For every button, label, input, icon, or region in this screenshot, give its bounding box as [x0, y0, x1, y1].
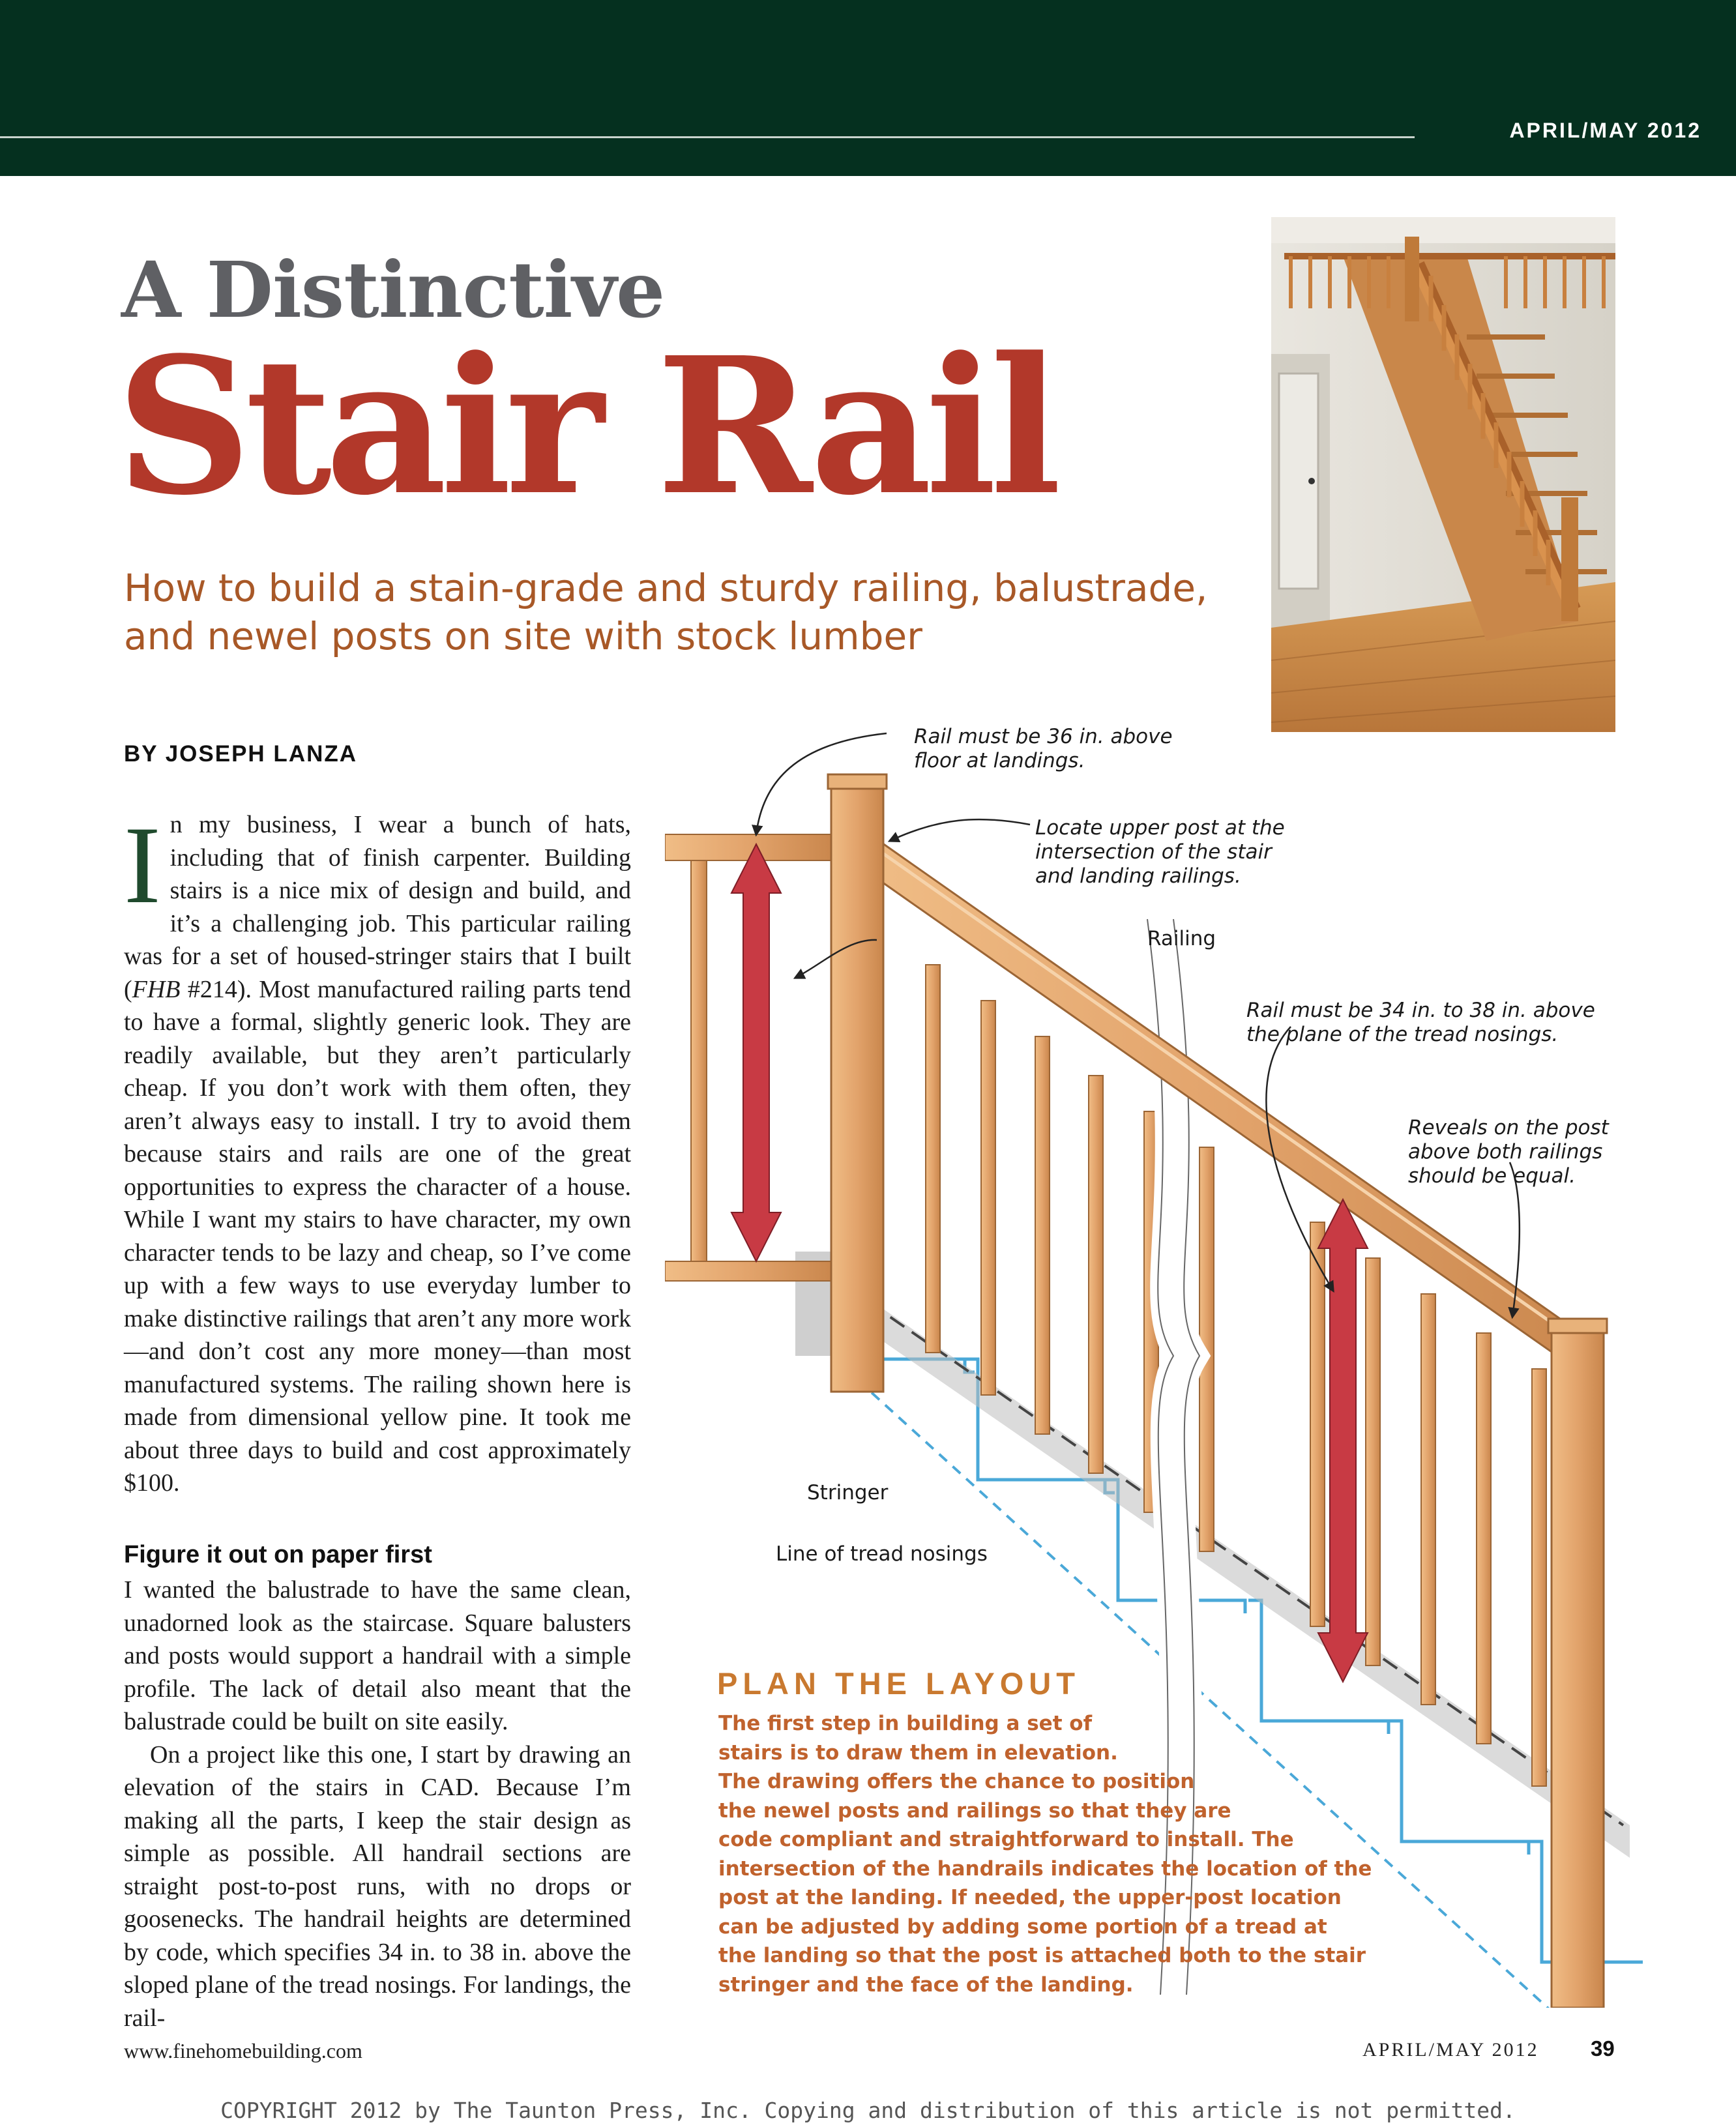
paragraph-3: On a project like this one, I start by drawing an elevation of the stairs in CAD. Because I’m making all the parts, I keep the stair design as simple as possible. All handrail sections are straight post-to-post runs, with no drops or goosenecks. The handrail heights are determined by code, which specifies 34 in. to 38 in. above the sloped plane of the tread nosings. For landings, the rail- [124, 1740, 631, 2032]
paragraph-1-refnum: #214). [180, 975, 259, 1003]
paragraph-1-rest: Most manufactured railing parts tend to have a formal, slightly generic look. They are readily available, but they aren’t particularly cheap. If you don’t work with them often, they aren’t always easy to install. I try to avoid them because stairs and rails are one of the great opportunities to express the character of a house. While I want my stairs to have character, my own character tends to be lazy and cheap, so I’ve come up with a few ways to use everyday lumber to make distinctive railings that aren’t any more work—and don’t cost any more money—than most manufactured systems. The railing shown here is made from dimensional yellow pine. It took me about three days to build and cost approximately $100. [124, 975, 632, 1497]
staircase-photo [1271, 217, 1615, 732]
dek: How to build a stain-grade and sturdy railing, balustrade, and newel posts on site with stock lumber [124, 566, 1208, 659]
article-section [124, 1574, 631, 2034]
callout-landing-height: Rail must be 36 in. above floor at landings. [914, 725, 1173, 773]
header-issue-date: APRIL/MAY 2012 [1509, 119, 1701, 142]
title-kicker: A Distinctive [121, 244, 665, 335]
dropcap: I [124, 804, 161, 926]
callout-stair-height: Rail must be 34 in. to 38 in. above the plane of the tread nosings. [1246, 999, 1595, 1047]
lower-newel-post [1548, 1319, 1607, 2008]
handrail [861, 828, 1604, 1388]
label-tread-nosings: Line of tread nosings [776, 1542, 988, 1566]
callout-upper-post: Locate upper post at the intersection of the stair and landing railings. [1035, 816, 1285, 888]
handrail-highlight [861, 838, 1604, 1359]
page-title: Stair Rail [116, 316, 1055, 536]
upper-newel-post [828, 774, 887, 1392]
landing-height-arrow [731, 844, 781, 1261]
page-number: 39 [1591, 2036, 1615, 2061]
byline: BY JOSEPH LANZA [124, 741, 358, 767]
copyright-notice: COPYRIGHT 2012 by The Taunton Press, Inc. Copying and distribution of this article is not permitted. [220, 2098, 1516, 2123]
footer-website: www.finehomebuilding.com [124, 2039, 362, 2062]
article-intro [124, 804, 632, 1500]
paragraph-1-text: n my business, I wear a bunch of hats, including that of finish carpenter. Building stairs is a nice mix of design and build, and it’s a challenging job. This particular railing was for a set of housed-stringer stairs that I built ( [124, 811, 631, 1003]
callout-reveals: Reveals on the post above both railings should be equal. [1408, 1116, 1609, 1188]
label-stringer: Stringer [807, 1481, 889, 1504]
label-railing: Railing [1147, 927, 1216, 950]
paragraph-2: I wanted the balustrade to have the same clean, unadorned look as the staircase. Square balusters and posts would support a handrail with a simple profile. The lack of detail also meant that the balustrade could be built on site easily. [124, 1576, 631, 1735]
header-band [0, 0, 1736, 176]
section-subhead: Figure it out on paper first [124, 1541, 432, 1568]
plan-heading: PLAN THE LAYOUT [717, 1666, 1080, 1701]
header-rule [0, 136, 1415, 138]
magazine-ref: FHB [132, 975, 181, 1003]
stair-height-arrow [1318, 1199, 1368, 1682]
footer-issue-date: APRIL/MAY 2012 [1362, 2039, 1539, 2061]
plan-body: The first step in building a set of stairs is to draw them in elevation. The drawing offers the chance to position the newel posts and railings so that they are code compliant and straightforward to install. The intersection of the handrails indicates the location of the post at the landing. If needed, the upper-post location can be adjusted by adding some portion of a tread at the landing so that the post is attached both to the stair stringer and the face of the landing. [718, 1712, 1372, 1997]
